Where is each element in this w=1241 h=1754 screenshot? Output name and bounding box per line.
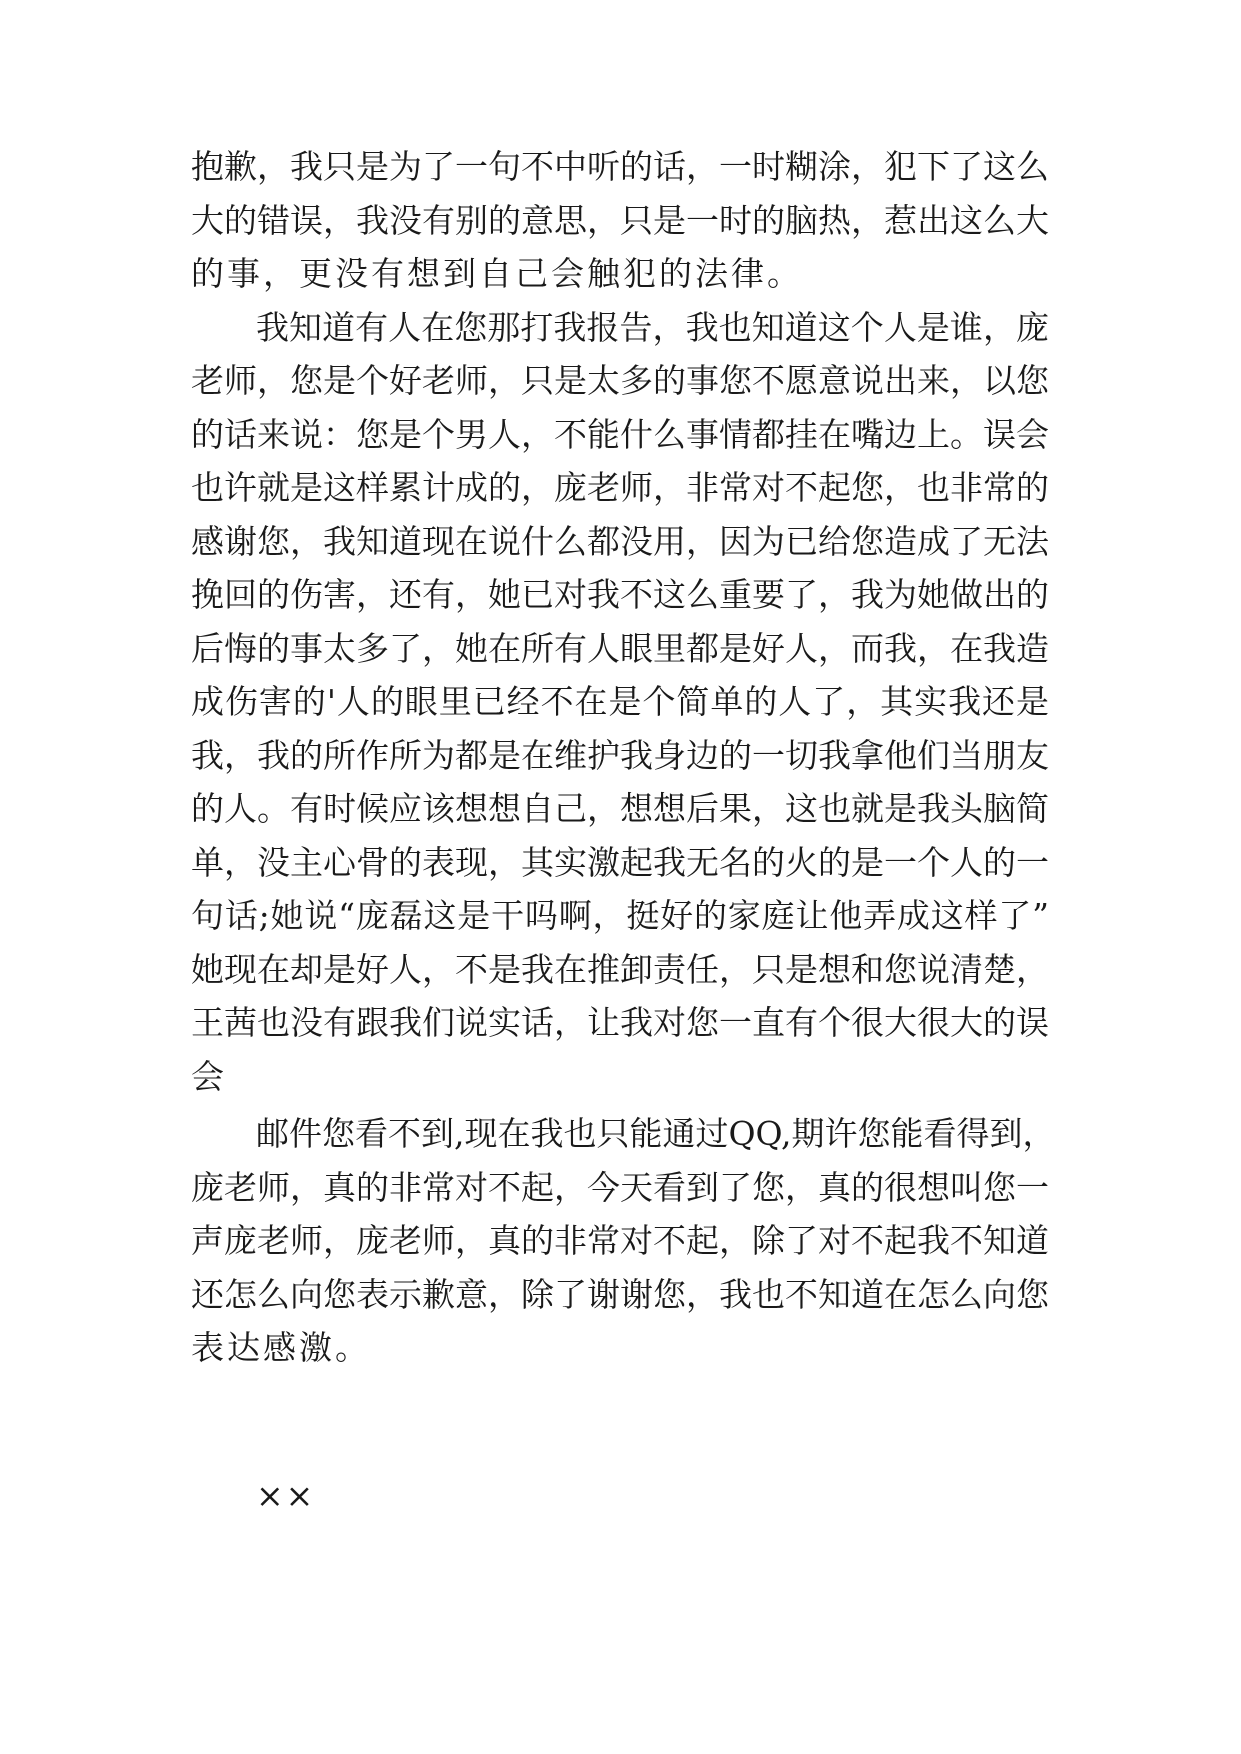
paragraph-2-line-2: 老师，您是个好老师，只是太多的事您不愿意说出来，以您 [191, 361, 1049, 400]
paragraph-1-line-3: 的事，更没有想到自己会触犯的法律。 [191, 254, 803, 293]
paragraph-2-line-5: 感谢您，我知道现在说什么都没用，因为已给您造成了无法 [191, 522, 1049, 561]
paragraph-2-line-7: 后悔的事太多了，她在所有人眼里都是好人，而我，在我造 [191, 629, 1049, 668]
signature: ×× [256, 1476, 316, 1515]
paragraph-2-line-11: 单，没主心骨的表现，其实激起我无名的火的是一个人的一 [191, 843, 1049, 882]
paragraph-2-line-15: 会 [191, 1057, 227, 1096]
paragraph-1-line-2: 大的错误，我没有别的意思，只是一时的脑热，惹出这么大 [191, 201, 1049, 240]
paragraph-3-line-5: 表达感激。 [191, 1328, 371, 1367]
paragraph-2-line-8: 成伤害的'人的眼里已经不在是个简单的人了，其实我还是 [191, 682, 1049, 721]
paragraph-2-line-4: 也许就是这样累计成的，庞老师，非常对不起您，也非常的 [191, 468, 1049, 507]
paragraph-2-line-10: 的人。有时候应该想想自己，想想后果，这也就是我头脑简 [191, 789, 1049, 828]
paragraph-3-line-1: 邮件您看不到,现在我也只能通过QQ,期许您能看得到， [256, 1114, 1056, 1153]
paragraph-3-line-4: 还怎么向您表示歉意，除了谢谢您，我也不知道在怎么向您 [191, 1275, 1049, 1314]
paragraph-2-line-13: 她现在却是好人，不是我在推卸责任，只是想和您说清楚， [191, 950, 1049, 989]
paragraph-3-line-2: 庞老师，真的非常对不起，今天看到了您，真的很想叫您一 [191, 1168, 1049, 1207]
paragraph-2-line-14: 王茜也没有跟我们说实话，让我对您一直有个很大很大的误 [191, 1003, 1049, 1042]
paragraph-3-line-3: 声庞老师，庞老师，真的非常对不起，除了对不起我不知道 [191, 1221, 1049, 1260]
paragraph-2-line-9: 我，我的所作所为都是在维护我身边的一切我拿他们当朋友 [191, 736, 1049, 775]
paragraph-2-line-3: 的话来说：您是个男人，不能什么事情都挂在嘴边上。误会 [191, 415, 1049, 454]
paragraph-2-line-12: 句话;她说“庞磊这是干吗啊，挺好的家庭让他弄成这样了” [191, 896, 1049, 935]
paragraph-2-line-1: 我知道有人在您那打我报告，我也知道这个人是谁，庞 [256, 308, 1049, 347]
paragraph-1-line-1: 抱歉，我只是为了一句不中听的话，一时糊涂，犯下了这么 [191, 147, 1049, 186]
paragraph-2-line-6: 挽回的伤害，还有，她已对我不这么重要了，我为她做出的 [191, 575, 1049, 614]
